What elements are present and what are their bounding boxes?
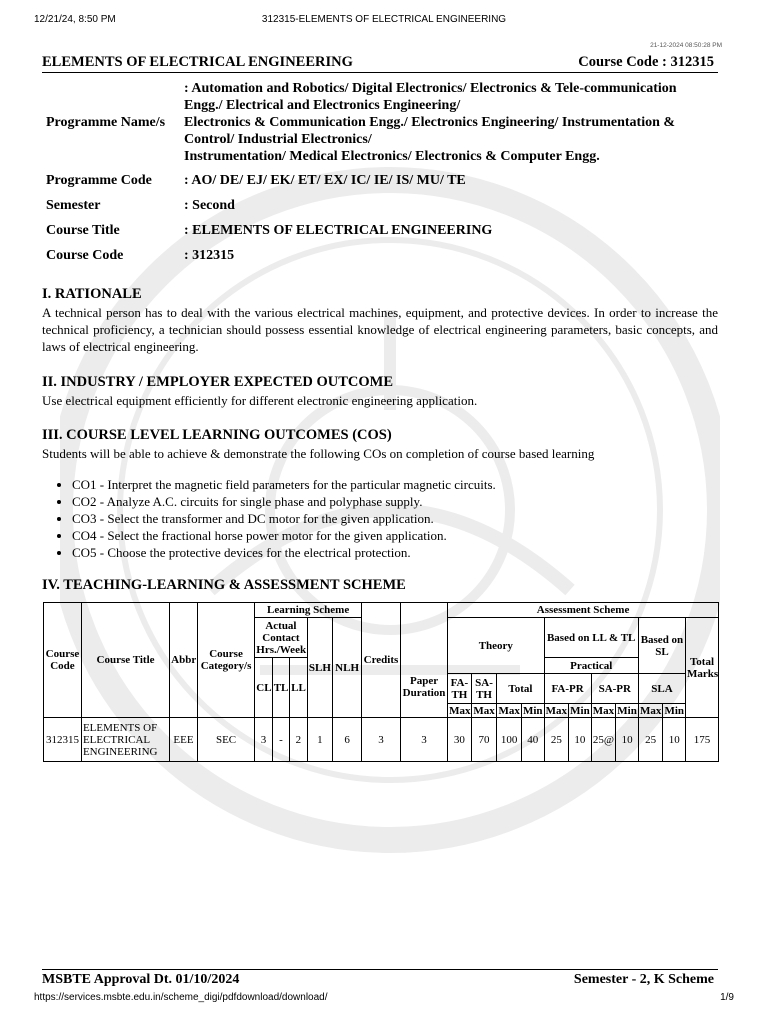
header-min-cell: Min: [570, 704, 590, 717]
header-learning-scheme-cell: Learning Scheme: [255, 603, 362, 618]
programme-names-label: Programme Name/s: [46, 115, 166, 130]
row-fa-pr-min: 10: [569, 718, 592, 762]
header-max-cell: Max: [545, 704, 568, 717]
print-datetime: 12/21/24, 8:50 PM: [34, 14, 116, 25]
row-credits: 3: [361, 718, 400, 762]
programme-names-line: Engg./ Electrical and Electronics Engineering/: [184, 98, 461, 113]
row-slh: 1: [307, 718, 333, 762]
header-based-ll-tl-cell: Based on LL & TL: [544, 618, 638, 658]
semester-scheme: Semester - 2, K Scheme: [573, 972, 714, 987]
course-outcome-item: • CO5 - Choose the protective devices for the electrical protection.: [72, 544, 732, 561]
header-cl-cell: CL: [255, 658, 272, 718]
header-sa-th-cell: SA- TH: [471, 674, 497, 704]
header-max-cell: Max: [449, 704, 471, 717]
row-fa-th-max: 30: [448, 718, 472, 762]
header-sla-cell: SLA: [638, 674, 685, 704]
course-outcome-item: • CO2 - Analyze A.C. circuits for single phase and polyphase supply.: [72, 493, 732, 510]
programme-names-value: [184, 80, 722, 165]
header-abbr-cell: Abbr: [170, 603, 198, 718]
course-outcomes-list: [42, 476, 732, 561]
header-sa-pr-cell: SA-PR: [591, 674, 638, 704]
document-title: ELEMENTS OF ELECTRICAL ENGINEERING: [42, 54, 353, 70]
header-paper-duration-top: [400, 603, 447, 658]
row-course-title: ELEMENTS OF ELECTRICAL ENGINEERING: [81, 718, 169, 762]
header-min-cell: Min: [617, 704, 637, 717]
download-timestamp: 21-12-2024 08:50:28 PM: [650, 42, 722, 49]
print-url: https://services.msbte.edu.in/scheme_digi/pdfdownload/download/: [34, 992, 328, 1003]
cos-heading: III. COURSE LEVEL LEARNING OUTCOMES (COS): [42, 427, 392, 443]
row-tl: -: [272, 718, 289, 762]
header-theory-cell: Theory: [448, 618, 544, 674]
document-header: [42, 54, 718, 73]
row-course-code: 312315: [44, 718, 82, 762]
semester-value: : Second: [184, 198, 235, 213]
industry-outcome-heading: II. INDUSTRY / EMPLOYER EXPECTED OUTCOME: [42, 374, 394, 390]
programme-names-line: Control/ Industrial Electronics/: [184, 132, 372, 147]
header-paper-duration-cell: Paper Duration: [400, 658, 447, 718]
course-title-value: : ELEMENTS OF ELECTRICAL ENGINEERING: [184, 223, 493, 238]
row-sa-th-max: 70: [471, 718, 497, 762]
row-total-min: 40: [521, 718, 544, 762]
industry-outcome-text: Use electrical equipment efficiently for different electronic engineering application.: [42, 393, 478, 408]
header-actual-contact-cell: Actual Contact Hrs./Week: [256, 619, 307, 656]
semester-row: [46, 197, 722, 214]
header-fa-th-cell: FA- TH: [448, 674, 472, 704]
rationale-heading: I. RATIONALE: [42, 286, 142, 302]
header-max-cell: Max: [639, 704, 662, 717]
course-outcome-item: • CO4 - Select the fractional horse power motor for the given application.: [72, 527, 732, 544]
header-course-code-cell: Course Code: [44, 603, 82, 718]
course-info: [46, 80, 722, 272]
course-outcome-item: • CO3 - Select the transformer and DC motor for the given application.: [72, 510, 732, 527]
row-total-max: 100: [497, 718, 522, 762]
semester-label: Semester: [46, 198, 101, 213]
header-assessment-scheme-cell: Assessment Scheme: [448, 603, 719, 618]
programme-names-line: Instrumentation/ Medical Electronics/ Electronics & Computer Engg.: [184, 149, 600, 164]
scheme-heading: IV. TEACHING-LEARNING & ASSESSMENT SCHEME: [42, 577, 406, 593]
row-paper-duration: 3: [400, 718, 447, 762]
approval-date: MSBTE Approval Dt. 01/10/2024: [42, 972, 240, 987]
course-title-label: Course Title: [46, 223, 120, 238]
row-abbr: EEE: [170, 718, 198, 762]
header-nlh-cell: NLH: [333, 618, 362, 718]
row-sla-max: 25: [638, 718, 663, 762]
header-total-cell: Total: [497, 674, 544, 704]
print-page-number: 1/9: [720, 992, 734, 1003]
course-code-label: Course Code: [46, 248, 124, 263]
header-practical-cell: Practical: [544, 658, 638, 674]
header-tl-cell: TL: [272, 658, 289, 718]
header-ll-cell: LL: [290, 658, 307, 718]
row-sa-pr-min: 10: [616, 718, 639, 762]
programme-code-value: : AO/ DE/ EJ/ EK/ ET/ EX/ IC/ IE/ IS/ MU/ TE: [184, 173, 466, 188]
programme-names-line: : Automation and Robotics/ Digital Electronics/ Electronics & Tele-communication: [184, 81, 677, 96]
header-min-cell: Min: [664, 704, 685, 717]
teaching-assessment-scheme-table: [43, 602, 719, 762]
programme-names-row: [46, 80, 722, 165]
row-fa-pr-max: 25: [544, 718, 569, 762]
row-sla-min: 10: [663, 718, 686, 762]
programme-names-line: Electronics & Communication Engg./ Electronics Engineering/ Instrumentation &: [184, 115, 676, 130]
rationale-text: A technical person has to deal with the various electrical machines, equipment, and protective devices. In order to increase the technical proficiency, a technician should possess essential knowledge of electrical engineering parameters, basic concepts, and laws of electrical engineering.: [42, 305, 718, 354]
header-slh-cell: SLH: [307, 618, 333, 718]
browser-print-footer: [0, 992, 768, 1006]
programme-code-row: [46, 172, 722, 189]
course-outcome-item: • CO1 - Interpret the magnetic field parameters for the particular magnetic circuits.: [72, 476, 732, 493]
header-min-cell: Min: [522, 704, 543, 717]
header-total-marks-cell: Total Marks: [686, 618, 719, 718]
row-total-marks: 175: [686, 718, 719, 762]
header-based-sl-cell: Based on SL: [638, 618, 685, 674]
header-max-cell: Max: [592, 704, 615, 717]
header-credits-cell: Credits: [361, 603, 400, 718]
header-fa-pr-cell: FA-PR: [544, 674, 591, 704]
table-row: [44, 718, 719, 762]
browser-print-header: [0, 14, 768, 28]
row-sa-pr-max: 25@: [591, 718, 616, 762]
row-nlh: 6: [333, 718, 362, 762]
row-category: SEC: [197, 718, 254, 762]
cos-intro: Students will be able to achieve & demonstrate the following COs on completion of course based learning: [42, 446, 595, 461]
course-code-value: : 312315: [184, 248, 235, 263]
header-course-title-cell: Course Title: [81, 603, 169, 718]
row-ll: 2: [290, 718, 307, 762]
course-code-row: [46, 247, 722, 264]
programme-code-label: Programme Code: [46, 173, 152, 188]
header-course-code: Course Code : 312315: [578, 54, 714, 70]
course-title-row: [46, 222, 722, 239]
document-footer: [42, 969, 718, 988]
row-cl: 3: [255, 718, 272, 762]
print-title: 312315-ELEMENTS OF ELECTRICAL ENGINEERING: [261, 14, 507, 25]
header-max-cell: Max: [498, 704, 520, 717]
header-max-cell: Max: [471, 704, 497, 718]
header-course-category-cell: Course Category/s: [197, 603, 254, 718]
